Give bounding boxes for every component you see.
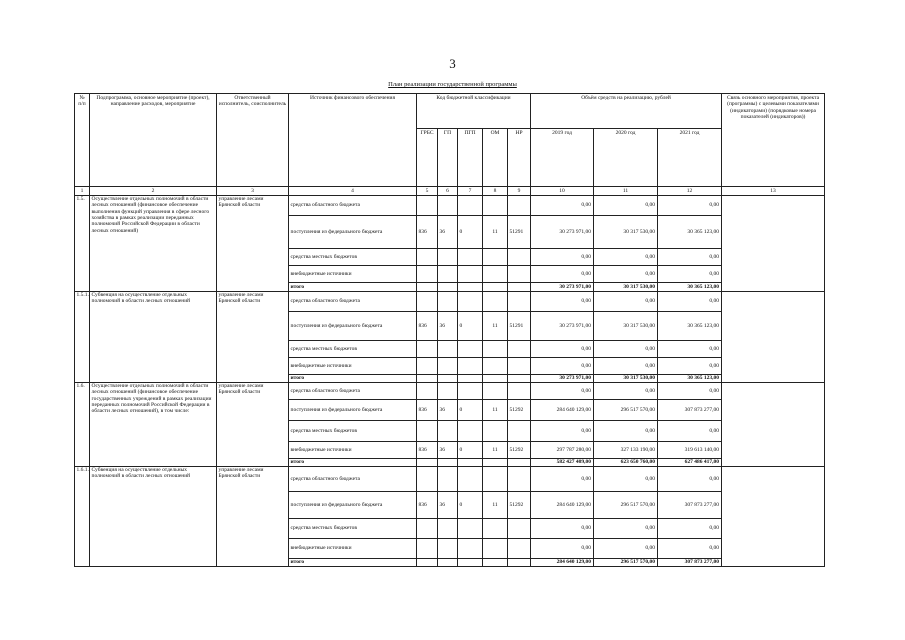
header-executor: Ответственный исполнитель, соисполнитель bbox=[217, 94, 289, 187]
funding-source: средства областного бюджета bbox=[289, 383, 417, 400]
amount-2021: 0,00 bbox=[658, 292, 722, 312]
amount-2019: 30 273 971,00 bbox=[531, 216, 594, 249]
column-number: 2 bbox=[90, 187, 217, 196]
column-number: 13 bbox=[722, 187, 825, 196]
code-grbs bbox=[417, 341, 438, 358]
code-gp: 36 bbox=[438, 312, 458, 341]
total-2019: 30 273 971,00 bbox=[531, 283, 594, 292]
amount-2019: 0,00 bbox=[531, 292, 594, 312]
header-2019: 2019 год bbox=[531, 129, 594, 187]
total-2021: 30 365 123,00 bbox=[658, 283, 722, 292]
funding-source: средства областного бюджета bbox=[289, 467, 417, 492]
code-gp bbox=[438, 249, 458, 266]
item-number: 1.5. bbox=[75, 196, 90, 292]
code-grbs: 836 bbox=[417, 216, 438, 249]
header-grbs: ГРБС bbox=[417, 129, 438, 187]
code-empty bbox=[508, 559, 531, 567]
funding-source: средства областного бюджета bbox=[289, 292, 417, 312]
total-2019: 284 640 129,00 bbox=[531, 559, 594, 567]
amount-2020: 296 517 570,00 bbox=[594, 492, 658, 519]
page-number: 3 bbox=[449, 56, 456, 71]
code-pgp bbox=[458, 421, 483, 442]
amount-2019: 297 787 280,00 bbox=[531, 442, 594, 459]
code-nr bbox=[508, 383, 531, 400]
item-name: Осуществление отдельных полномочий в области лесных отношений (финансовое обеспечение государственных учреждений в рамках реализации переданных полномочий Российской Федерации в области лесных отношений), в том числе: bbox=[90, 383, 217, 467]
code-empty bbox=[438, 559, 458, 567]
indicator-link bbox=[722, 196, 825, 292]
code-grbs bbox=[417, 292, 438, 312]
amount-2020: 327 133 190,00 bbox=[594, 442, 658, 459]
total-2020: 296 517 570,00 bbox=[594, 559, 658, 567]
amount-2019: 0,00 bbox=[531, 341, 594, 358]
code-empty bbox=[508, 459, 531, 467]
code-nr bbox=[508, 467, 531, 492]
code-grbs bbox=[417, 383, 438, 400]
code-om: 11 bbox=[483, 492, 508, 519]
item-number: 1.6.1. bbox=[75, 467, 90, 567]
code-om bbox=[483, 292, 508, 312]
total-2019: 30 273 971,00 bbox=[531, 375, 594, 383]
code-pgp bbox=[458, 249, 483, 266]
total-2021: 307 873 277,00 bbox=[658, 559, 722, 567]
column-number: 5 bbox=[417, 187, 438, 196]
code-pgp bbox=[458, 266, 483, 283]
amount-2021: 319 613 140,00 bbox=[658, 442, 722, 459]
table-row bbox=[75, 467, 825, 492]
code-om: 11 bbox=[483, 400, 508, 421]
code-empty bbox=[458, 283, 483, 292]
amount-2021: 307 873 277,00 bbox=[658, 492, 722, 519]
code-pgp bbox=[458, 539, 483, 559]
amount-2019: 0,00 bbox=[531, 467, 594, 492]
code-om bbox=[483, 519, 508, 539]
code-grbs bbox=[417, 539, 438, 559]
code-grbs bbox=[417, 249, 438, 266]
code-om bbox=[483, 358, 508, 375]
table-row bbox=[75, 196, 825, 216]
funding-source: средства местных бюджетов bbox=[289, 341, 417, 358]
amount-2020: 30 317 530,00 bbox=[594, 312, 658, 341]
table-row bbox=[75, 383, 825, 400]
header-pgp: ПГП bbox=[458, 129, 483, 187]
code-empty bbox=[483, 559, 508, 567]
amount-2020: 0,00 bbox=[594, 266, 658, 283]
amount-2019: 0,00 bbox=[531, 266, 594, 283]
code-empty bbox=[417, 375, 438, 383]
amount-2019: 0,00 bbox=[531, 539, 594, 559]
header-2020: 2020 год bbox=[594, 129, 658, 187]
amount-2021: 0,00 bbox=[658, 358, 722, 375]
item-number: 1.5.1. bbox=[75, 292, 90, 383]
code-om bbox=[483, 266, 508, 283]
amount-2019: 284 640 129,00 bbox=[531, 492, 594, 519]
amount-2021: 307 873 277,00 bbox=[658, 400, 722, 421]
amount-2020: 0,00 bbox=[594, 383, 658, 400]
code-gp: 36 bbox=[438, 400, 458, 421]
code-gp: 36 bbox=[438, 216, 458, 249]
code-empty bbox=[438, 283, 458, 292]
code-nr bbox=[508, 249, 531, 266]
item-name: Субвенция на осуществление отдельных полномочий в области лесных отношений bbox=[90, 292, 217, 383]
amount-2020: 0,00 bbox=[594, 341, 658, 358]
amount-2020: 0,00 bbox=[594, 196, 658, 216]
code-nr: 51291 bbox=[508, 216, 531, 249]
funding-source: внебюджетные источники bbox=[289, 442, 417, 459]
code-om bbox=[483, 196, 508, 216]
item-executor: управление лесами Брянской области bbox=[217, 292, 289, 383]
amount-2020: 0,00 bbox=[594, 358, 658, 375]
amount-2020: 0,00 bbox=[594, 249, 658, 266]
code-nr bbox=[508, 266, 531, 283]
amount-2020: 0,00 bbox=[594, 519, 658, 539]
code-gp bbox=[438, 266, 458, 283]
amount-2021: 0,00 bbox=[658, 266, 722, 283]
column-number: 10 bbox=[531, 187, 594, 196]
amount-2020: 0,00 bbox=[594, 292, 658, 312]
code-pgp: 0 bbox=[458, 400, 483, 421]
code-nr: 51291 bbox=[508, 312, 531, 341]
code-grbs: 836 bbox=[417, 442, 438, 459]
code-grbs: 836 bbox=[417, 400, 438, 421]
header-om: ОМ bbox=[483, 129, 508, 187]
amount-2021: 0,00 bbox=[658, 539, 722, 559]
column-number: 6 bbox=[438, 187, 458, 196]
code-pgp bbox=[458, 341, 483, 358]
total-2019: 582 427 409,00 bbox=[531, 459, 594, 467]
code-gp bbox=[438, 383, 458, 400]
code-pgp: 0 bbox=[458, 312, 483, 341]
table-body bbox=[75, 196, 825, 567]
code-empty bbox=[417, 559, 438, 567]
header-link: Связь основного мероприятия, проекта (программы) с целевыми показателями (индикаторами) (порядковые номера показателей (индикаторов)) bbox=[722, 94, 825, 187]
item-executor: управление лесами Брянской области bbox=[217, 467, 289, 567]
code-nr bbox=[508, 196, 531, 216]
amount-2020: 296 517 570,00 bbox=[594, 400, 658, 421]
code-grbs bbox=[417, 519, 438, 539]
funding-source: средства местных бюджетов bbox=[289, 519, 417, 539]
header-budget-code: Код бюджетной классификации bbox=[417, 94, 531, 129]
item-executor: управление лесами Брянской области bbox=[217, 196, 289, 292]
code-empty bbox=[417, 459, 438, 467]
amount-2019: 0,00 bbox=[531, 196, 594, 216]
total-2021: 627 486 417,00 bbox=[658, 459, 722, 467]
funding-source: поступления из федерального бюджета bbox=[289, 400, 417, 421]
implementation-plan-table bbox=[74, 93, 825, 567]
indicator-link bbox=[722, 383, 825, 467]
code-grbs bbox=[417, 196, 438, 216]
code-nr bbox=[508, 292, 531, 312]
amount-2021: 0,00 bbox=[658, 421, 722, 442]
code-gp bbox=[438, 519, 458, 539]
column-number: 4 bbox=[289, 187, 417, 196]
amount-2019: 284 640 129,00 bbox=[531, 400, 594, 421]
code-om bbox=[483, 421, 508, 442]
indicator-link bbox=[722, 467, 825, 567]
amount-2021: 0,00 bbox=[658, 383, 722, 400]
code-pgp bbox=[458, 383, 483, 400]
code-gp bbox=[438, 196, 458, 216]
header-nr: НР bbox=[508, 129, 531, 187]
table-row bbox=[75, 292, 825, 312]
code-om bbox=[483, 467, 508, 492]
code-nr: 51292 bbox=[508, 442, 531, 459]
code-nr bbox=[508, 421, 531, 442]
code-empty bbox=[417, 283, 438, 292]
code-empty bbox=[483, 459, 508, 467]
total-2020: 30 317 530,00 bbox=[594, 375, 658, 383]
amount-2020: 0,00 bbox=[594, 539, 658, 559]
column-number: 3 bbox=[217, 187, 289, 196]
indicator-link bbox=[722, 292, 825, 383]
amount-2021: 0,00 bbox=[658, 519, 722, 539]
funding-source: внебюджетные источники bbox=[289, 358, 417, 375]
table-header bbox=[75, 94, 825, 196]
code-om: 11 bbox=[483, 442, 508, 459]
code-pgp bbox=[458, 519, 483, 539]
total-label: итого bbox=[289, 559, 417, 567]
header-gp: ГП bbox=[438, 129, 458, 187]
amount-2021: 0,00 bbox=[658, 249, 722, 266]
code-pgp bbox=[458, 292, 483, 312]
funding-source: внебюджетные источники bbox=[289, 539, 417, 559]
code-nr bbox=[508, 358, 531, 375]
table-title: План реализации государственной программы bbox=[388, 81, 517, 88]
code-empty bbox=[458, 459, 483, 467]
amount-2021: 30 365 123,00 bbox=[658, 312, 722, 341]
code-gp bbox=[438, 467, 458, 492]
code-pgp bbox=[458, 358, 483, 375]
funding-source: поступления из федерального бюджета bbox=[289, 312, 417, 341]
total-label: итого bbox=[289, 375, 417, 383]
total-2020: 30 317 530,00 bbox=[594, 283, 658, 292]
code-gp bbox=[438, 358, 458, 375]
funding-source: внебюджетные источники bbox=[289, 266, 417, 283]
code-pgp: 0 bbox=[458, 216, 483, 249]
column-number-row bbox=[75, 187, 825, 196]
funding-source: поступления из федерального бюджета bbox=[289, 492, 417, 519]
header-num: № п/п bbox=[75, 94, 90, 187]
amount-2021: 0,00 bbox=[658, 196, 722, 216]
code-empty bbox=[508, 375, 531, 383]
amount-2019: 0,00 bbox=[531, 383, 594, 400]
header-volume: Объём средств на реализацию, рублей bbox=[531, 94, 722, 129]
code-nr: 51292 bbox=[508, 400, 531, 421]
total-label: итого bbox=[289, 459, 417, 467]
code-gp bbox=[438, 539, 458, 559]
code-empty bbox=[438, 459, 458, 467]
code-empty bbox=[458, 375, 483, 383]
item-number: 1.6. bbox=[75, 383, 90, 467]
code-pgp: 0 bbox=[458, 492, 483, 519]
column-number: 12 bbox=[658, 187, 722, 196]
code-pgp bbox=[458, 196, 483, 216]
header-name: Подпрограмма, основное мероприятие (проект), направление расходов, мероприятие bbox=[90, 94, 217, 187]
header-2021: 2021 год bbox=[658, 129, 722, 187]
code-om bbox=[483, 341, 508, 358]
total-2021: 30 365 123,00 bbox=[658, 375, 722, 383]
funding-source: средства местных бюджетов bbox=[289, 249, 417, 266]
item-executor: управление лесами Брянской области bbox=[217, 383, 289, 467]
amount-2021: 0,00 bbox=[658, 341, 722, 358]
code-om: 11 bbox=[483, 216, 508, 249]
code-om bbox=[483, 383, 508, 400]
code-gp: 36 bbox=[438, 442, 458, 459]
amount-2019: 0,00 bbox=[531, 519, 594, 539]
code-grbs bbox=[417, 467, 438, 492]
column-number: 11 bbox=[594, 187, 658, 196]
code-empty bbox=[483, 375, 508, 383]
amount-2019: 0,00 bbox=[531, 358, 594, 375]
item-name: Субвенция на осуществление отдельных полномочий в области лесных отношений bbox=[90, 467, 217, 567]
code-gp bbox=[438, 292, 458, 312]
code-nr bbox=[508, 341, 531, 358]
amount-2019: 0,00 bbox=[531, 249, 594, 266]
code-empty bbox=[508, 283, 531, 292]
column-number: 9 bbox=[508, 187, 531, 196]
code-pgp bbox=[458, 467, 483, 492]
code-grbs: 836 bbox=[417, 312, 438, 341]
code-empty bbox=[458, 559, 483, 567]
code-nr bbox=[508, 519, 531, 539]
item-name: Осуществление отдельных полномочий в области лесных отношений (финансовое обеспечение выполнения функций управления в сфере лесного хозяйства в рамках реализации переданных полномочий Российской Федерации в области лесных отношений) bbox=[90, 196, 217, 292]
code-grbs: 836 bbox=[417, 492, 438, 519]
amount-2020: 30 317 530,00 bbox=[594, 216, 658, 249]
amount-2021: 0,00 bbox=[658, 467, 722, 492]
total-2020: 623 650 760,00 bbox=[594, 459, 658, 467]
column-number: 1 bbox=[75, 187, 90, 196]
code-gp: 36 bbox=[438, 492, 458, 519]
code-gp bbox=[438, 341, 458, 358]
amount-2021: 30 365 123,00 bbox=[658, 216, 722, 249]
header-source: Источник финансового обеспечения bbox=[289, 94, 417, 187]
code-empty bbox=[483, 283, 508, 292]
column-number: 8 bbox=[483, 187, 508, 196]
code-nr: 51292 bbox=[508, 492, 531, 519]
code-nr bbox=[508, 539, 531, 559]
funding-source: поступления из федерального бюджета bbox=[289, 216, 417, 249]
amount-2020: 0,00 bbox=[594, 421, 658, 442]
code-pgp: 0 bbox=[458, 442, 483, 459]
code-om bbox=[483, 539, 508, 559]
funding-source: средства областного бюджета bbox=[289, 196, 417, 216]
column-number: 7 bbox=[458, 187, 483, 196]
code-grbs bbox=[417, 358, 438, 375]
code-empty bbox=[438, 375, 458, 383]
code-om: 11 bbox=[483, 312, 508, 341]
code-grbs bbox=[417, 266, 438, 283]
amount-2020: 0,00 bbox=[594, 467, 658, 492]
code-gp bbox=[438, 421, 458, 442]
code-om bbox=[483, 249, 508, 266]
funding-source: средства местных бюджетов bbox=[289, 421, 417, 442]
total-label: итого bbox=[289, 283, 417, 292]
code-grbs bbox=[417, 421, 438, 442]
amount-2019: 0,00 bbox=[531, 421, 594, 442]
amount-2019: 30 273 971,00 bbox=[531, 312, 594, 341]
